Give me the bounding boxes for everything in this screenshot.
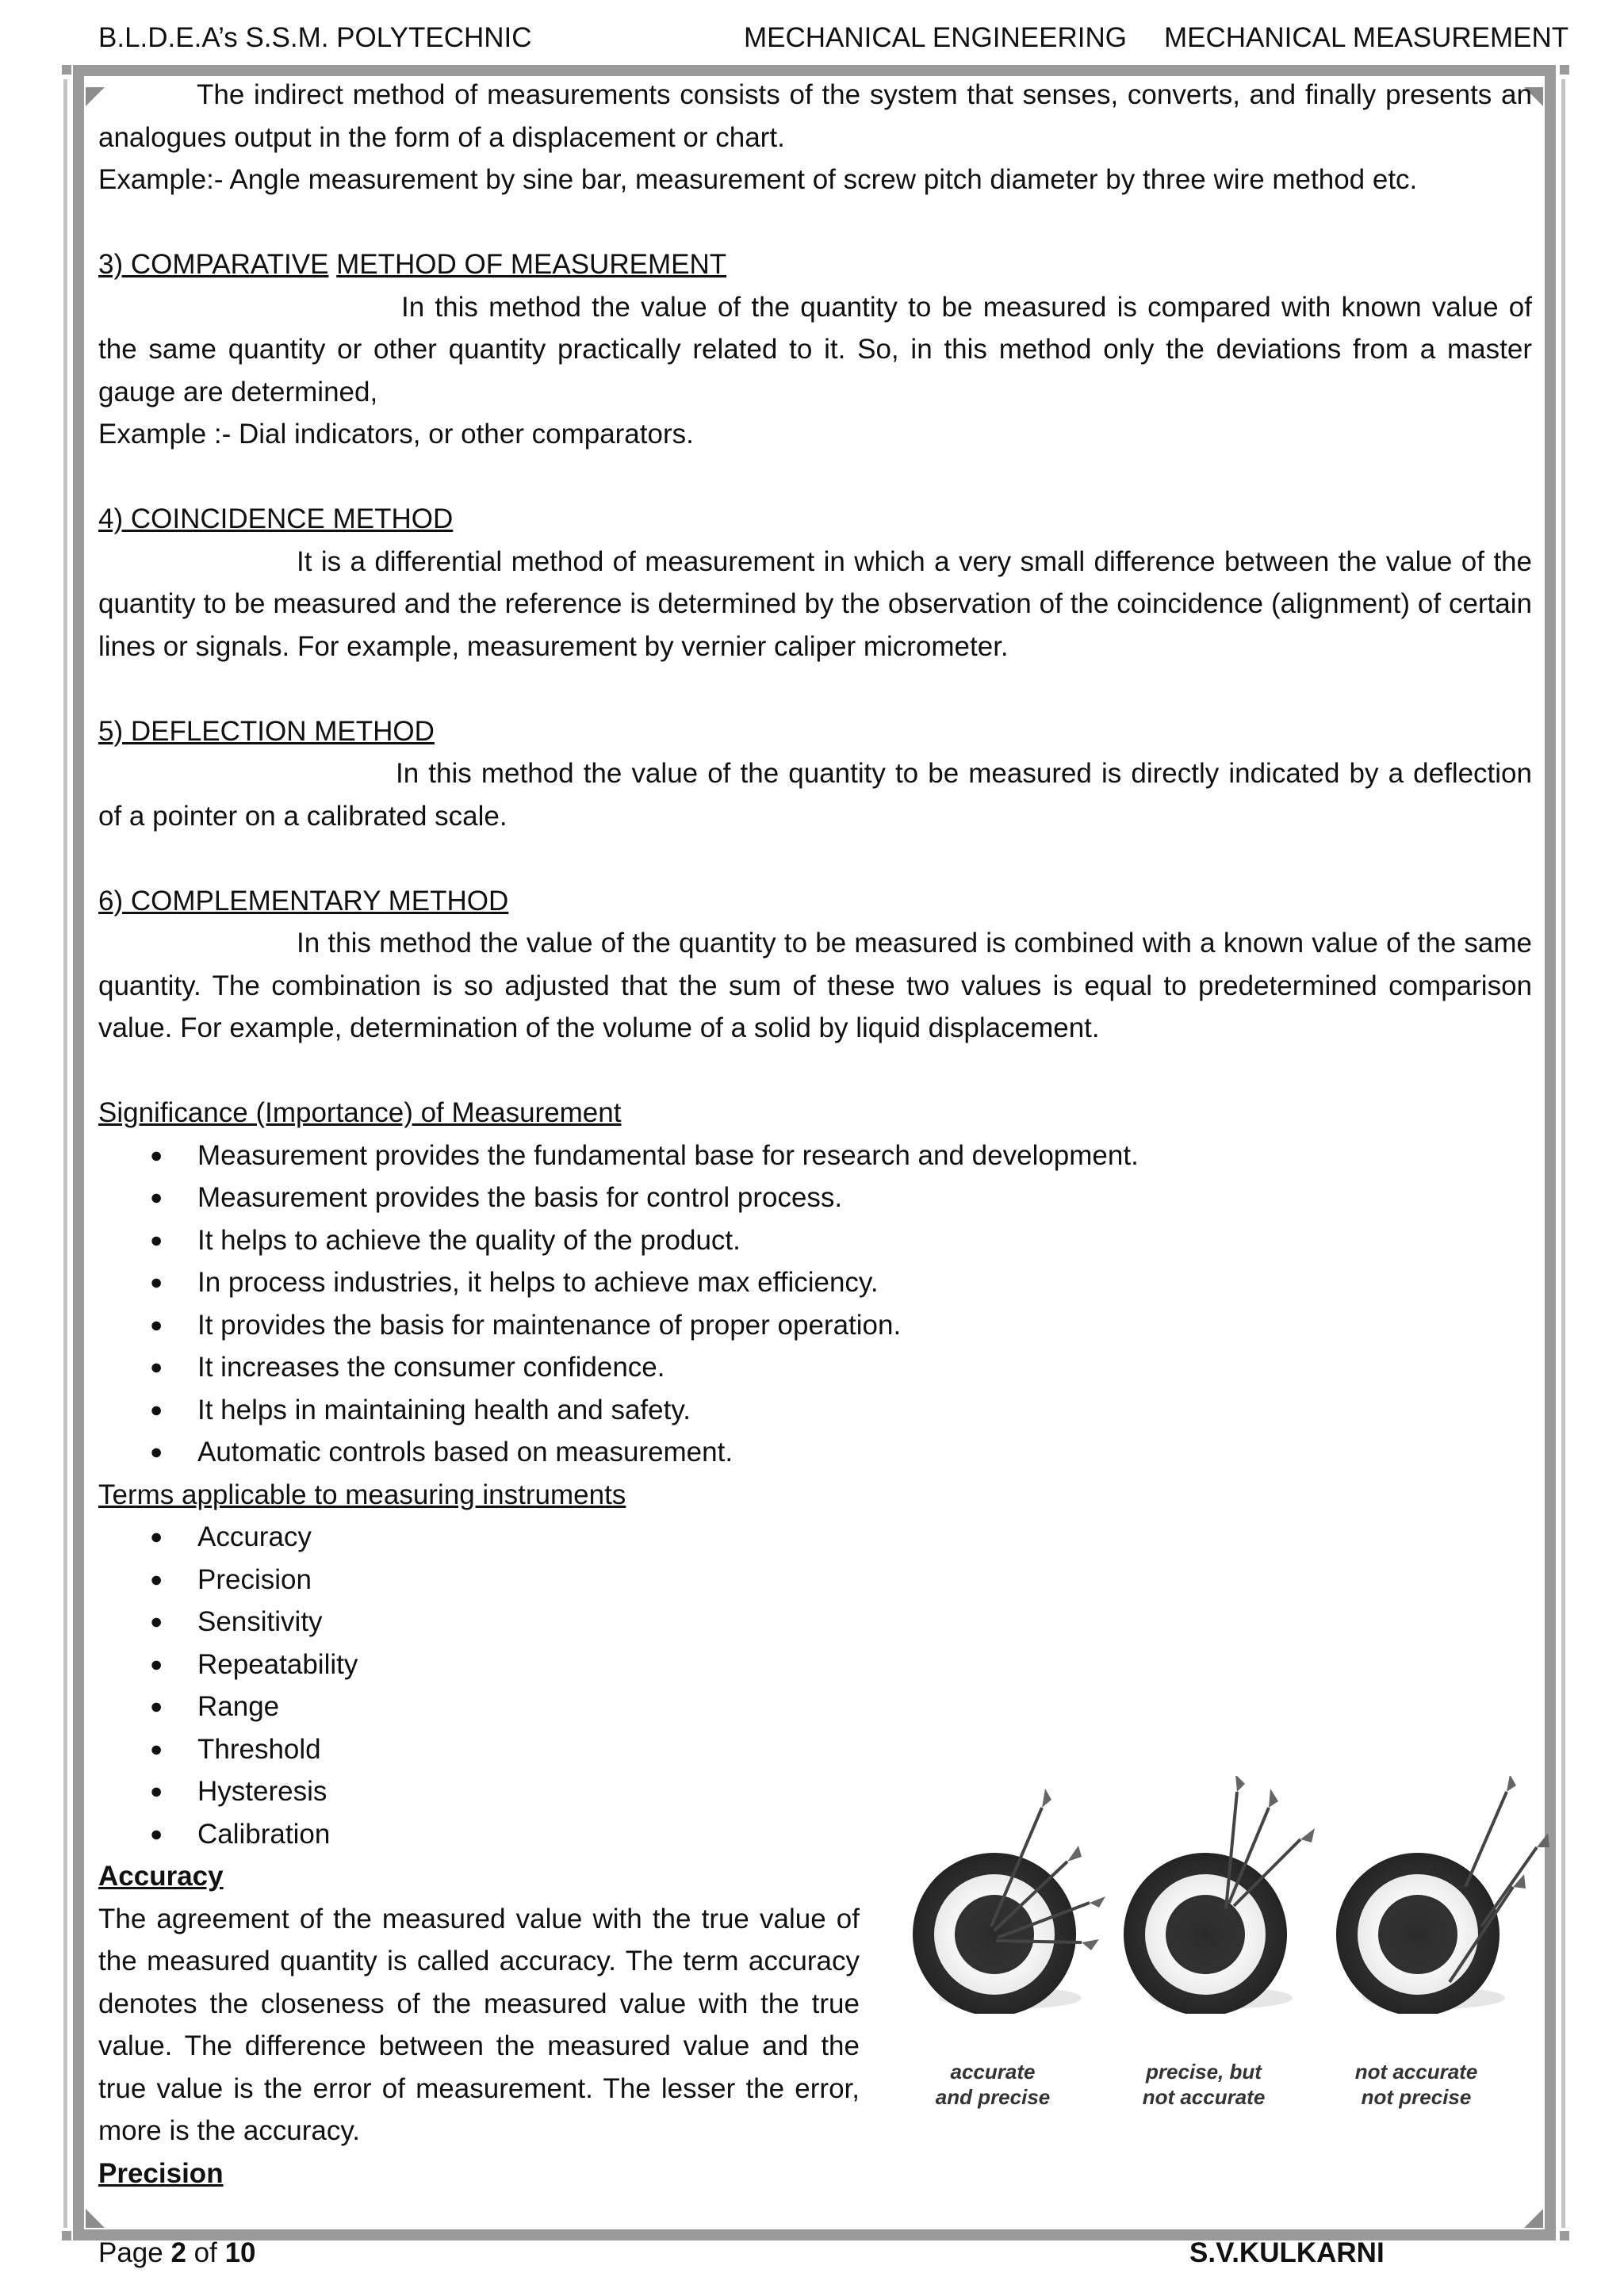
header-institute: B.L.D.E.A’s S.S.M. POLYTECHNIC <box>98 22 532 53</box>
list-item: ● Calibration <box>98 1813 1532 1856</box>
footer-author: S.V.KULKARNI <box>1189 2237 1385 2268</box>
list-item: ● Precision <box>98 1559 1532 1601</box>
border-corner-triangle <box>86 2209 105 2228</box>
page-border-left <box>73 65 84 2241</box>
list-item: ● In process industries, it helps to achieve max efficiency. <box>98 1261 1532 1304</box>
header-department: MECHANICAL ENGINEERING <box>744 22 1127 53</box>
list-item: ● It helps to achieve the quality of the product. <box>98 1219 1532 1262</box>
target-not-accurate-not-precise-icon <box>1336 1776 1549 2014</box>
list-item: ● Measurement provides the basis for control process. <box>98 1177 1532 1219</box>
intro-example: Example:- Angle measurement by sine bar, measurement of screw pitch diameter by three wire method etc. <box>98 164 1418 195</box>
significance-list <box>98 1135 1532 1474</box>
list-item: ● Threshold <box>98 1728 1532 1771</box>
list-item: ● It provides the basis for maintenance of proper operation. <box>98 1304 1532 1347</box>
list-item: ● Hysteresis <box>98 1770 1532 1813</box>
list-item: ● Automatic controls based on measurement. <box>98 1431 1532 1474</box>
comparative-paragraph: In this method the value of the quantity to be measured is compared with known value of the same quantity or other quantity practically related to it. So, in this method only the deviations from a master gauge are determined, <box>98 291 1532 408</box>
section-heading-terms: Terms applicable to measuring instruments <box>98 1479 626 1510</box>
list-item: ● Accuracy <box>98 1516 1532 1559</box>
page-border-right-inner <box>1561 79 1565 2228</box>
border-corner-square <box>62 65 71 75</box>
section-heading-accuracy: Accuracy <box>98 1861 224 1892</box>
caption-not-accurate-not-precise: not accurate not precise <box>1354 2060 1478 2109</box>
target-precise-not-accurate-icon <box>1124 1776 1315 2014</box>
section-heading-precision: Precision <box>98 2157 224 2189</box>
border-corner-square <box>62 2231 71 2241</box>
complementary-paragraph: In this method the value of the quantity to be measured is combined with a known value of the same quantity. The combination is so adjusted that the sum of these two values is equal to predetermined comparison value. For example, determination of the volume of a solid by liquid displacement. <box>98 928 1532 1043</box>
caption-accurate-precise: accurate and precise <box>935 2060 1051 2109</box>
accuracy-paragraph: The agreement of the measured value with the true value of the measured quantity is called accuracy. The term accuracy denotes the closeness of the measured value with the true value. The difference between the measured value and the true value is the error of measurement. The lesser the error, more is the accuracy. <box>98 1903 860 2146</box>
header-subject: MECHANICAL MEASUREMENT <box>1164 22 1569 53</box>
section-heading-comparative: 3) COMPARATIVE METHOD OF MEASUREMENT <box>98 249 727 280</box>
list-item: ● Measurement provides the fundamental base for research and development. <box>98 1135 1532 1177</box>
section-heading-coincidence: 4) COINCIDENCE METHOD <box>98 503 454 534</box>
page-border-left-inner <box>63 79 67 2228</box>
section-heading-deflection: 5) DEFLECTION METHOD <box>98 715 435 747</box>
list-item: ● It helps in maintaining health and safety. <box>98 1389 1532 1432</box>
list-item: ● It increases the consumer confidence. <box>98 1346 1532 1389</box>
deflection-paragraph: In this method the value of the quantity to be measured is directly indicated by a deflection of a pointer on a calibrated scale. <box>98 758 1532 832</box>
list-item: ● Repeatability <box>98 1644 1532 1686</box>
accuracy-precision-figure <box>906 1776 1556 2125</box>
target-accurate-precise-icon <box>913 1789 1105 2014</box>
coincidence-paragraph: It is a differential method of measurement in which a very small difference between the value of the quantity to be measured and the reference is determined by the observation of the coincidence (alignment) of certain lines or signals. For example, measurement by vernier caliper micrometer. <box>98 545 1532 662</box>
list-item: ● Range <box>98 1686 1532 1728</box>
border-corner-triangle <box>1524 2209 1543 2228</box>
targets-illustration <box>906 1776 1556 2014</box>
list-item: ● Sensitivity <box>98 1601 1532 1644</box>
caption-precise-not-accurate: precise, but not accurate <box>1142 2060 1266 2109</box>
border-corner-square <box>1560 65 1569 75</box>
section-heading-complementary: 6) COMPLEMENTARY METHOD <box>98 885 509 916</box>
page-number: Page 2 of 10 <box>98 2237 256 2268</box>
comparative-example: Example :- Dial indicators, or other comparators. <box>98 419 694 450</box>
border-corner-square <box>1560 2231 1569 2241</box>
intro-paragraph: The indirect method of measurements consists of the system that senses, converts, and finally presents an analogues output in the form of a displacement or chart. <box>98 79 1532 153</box>
section-heading-significance: Significance (Importance) of Measurement <box>98 1097 622 1128</box>
